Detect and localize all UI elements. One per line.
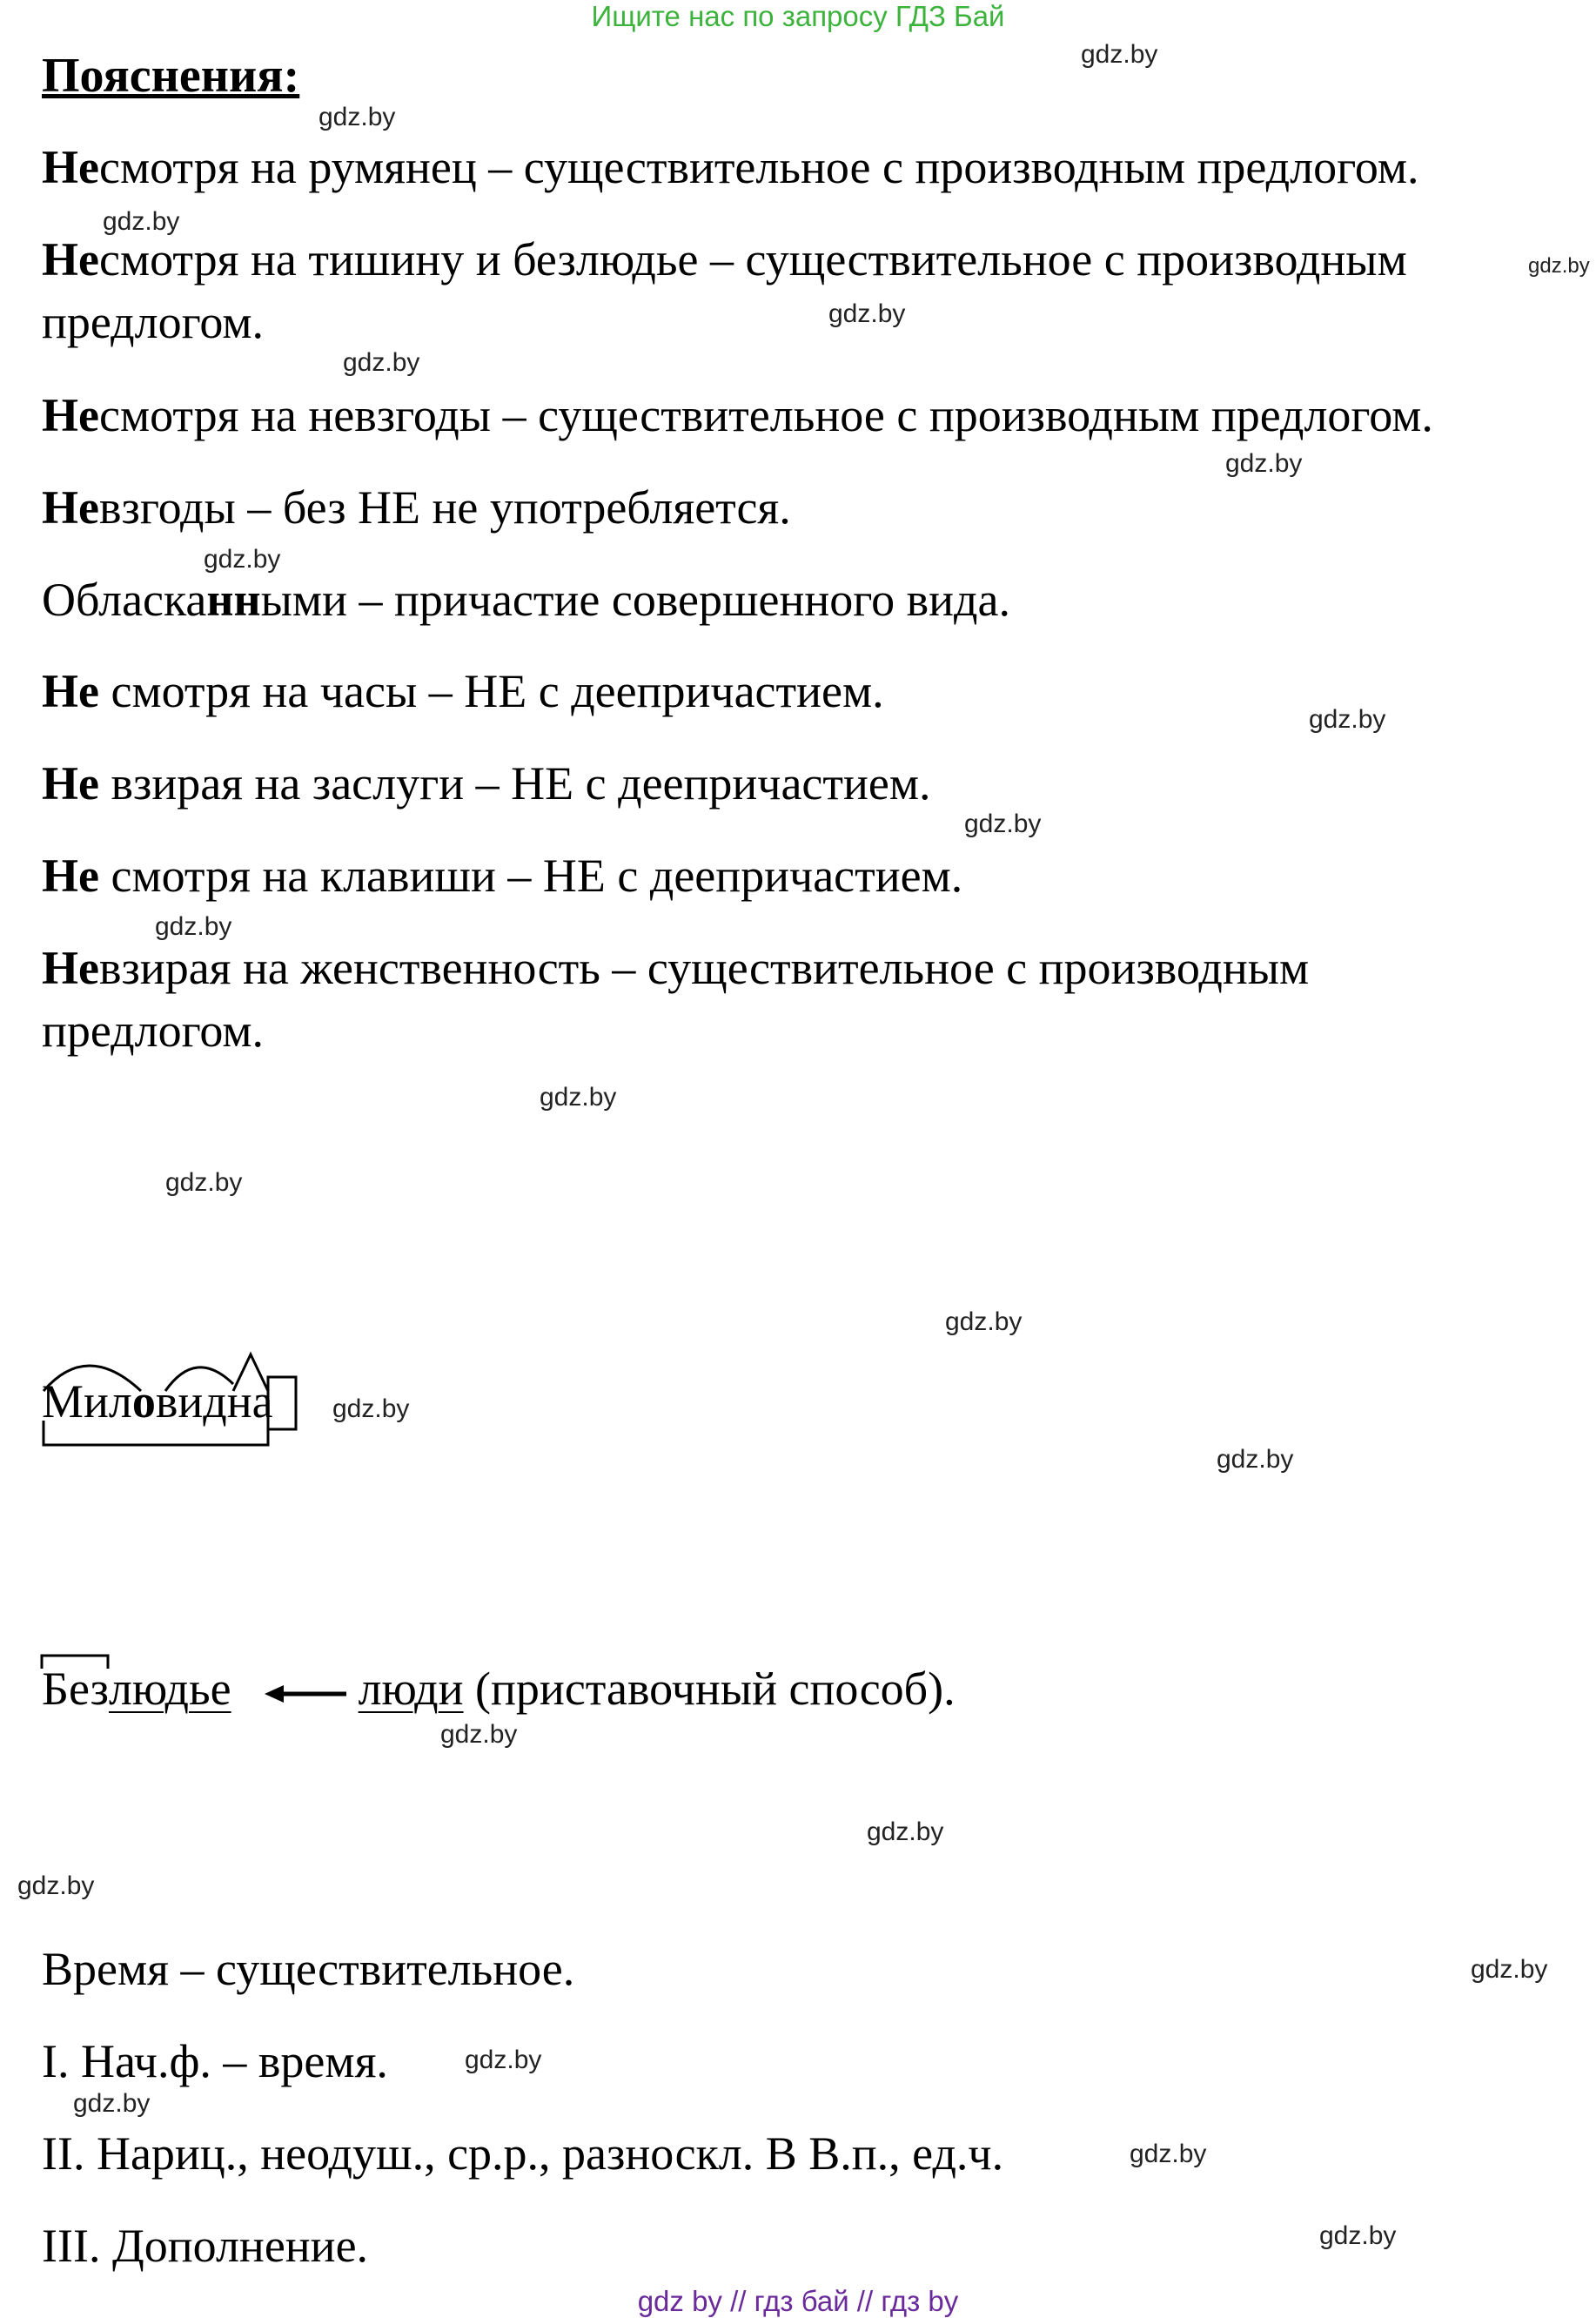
watermark: gdz.by — [155, 912, 232, 941]
watermark: gdz.by — [73, 2089, 151, 2118]
explanation-line-9-cont: предлогом. — [42, 1004, 265, 1057]
watermark: gdz.by — [165, 1168, 243, 1197]
watermark: gdz.by — [1528, 254, 1590, 278]
watermark: gdz.by — [964, 810, 1042, 838]
watermark: gdz.by — [1319, 2221, 1397, 2250]
derivation-line: Безлюдье люди (приставочный способ). — [42, 1663, 956, 1715]
explanation-line-6: Не смотря на часы – НЕ с деепричастием. — [42, 665, 884, 717]
watermark: gdz.by — [540, 1083, 617, 1112]
watermark: gdz.by — [945, 1307, 1023, 1336]
explanation-line-2-cont: предлогом. — [42, 296, 265, 348]
watermark: gdz.by — [1130, 2140, 1207, 2168]
analysis-line-1: Время – существительное. — [42, 1943, 575, 1995]
search-banner[interactable]: Ищите нас по запросу ГДЗ Бай — [591, 0, 1005, 32]
analysis-line-4: III. Дополнение. — [42, 2220, 369, 2272]
morpheme-word: Миловидна — [42, 1375, 273, 1428]
footer-links[interactable]: gdz by // гдз бай // гдз by — [637, 2285, 959, 2317]
analysis-line-2: I. Нач.ф. – время. — [42, 2035, 388, 2087]
explanation-line-4: Невзгоды – без НЕ не употребляется. — [42, 481, 791, 534]
explanation-line-3: Несмотря на невзгоды – существительное с производным предлогом. — [42, 389, 1433, 441]
watermark: gdz.by — [319, 103, 396, 131]
watermark: gdz.by — [867, 1817, 944, 1846]
watermark: gdz.by — [1081, 40, 1158, 69]
watermark: gdz.by — [204, 545, 281, 574]
analysis-line-3: II. Нариц., неодуш., ср.р., разноскл. В В.п., ед.ч. — [42, 2127, 1004, 2180]
explanation-line-9: Невзирая на женственность – существительное с производным — [42, 942, 1310, 994]
watermark: gdz.by — [465, 2046, 542, 2074]
heading: Пояснения: — [42, 49, 300, 103]
watermark: gdz.by — [103, 207, 180, 236]
watermark: gdz.by — [440, 1720, 518, 1749]
watermark: gdz.by — [332, 1394, 410, 1423]
explanation-line-2: Несмотря на тишину и безлюдье – существительное с производным — [42, 233, 1407, 286]
explanation-line-8: Не смотря на клавиши – НЕ с деепричастием. — [42, 850, 963, 902]
watermark: gdz.by — [343, 348, 420, 377]
watermark: gdz.by — [1309, 705, 1386, 734]
explanation-line-7: Не взирая на заслуги – НЕ с деепричастием. — [42, 757, 931, 810]
watermark: gdz.by — [828, 299, 906, 328]
explanation-line-1: Несмотря на румянец – существительное с производным предлогом. — [42, 141, 1419, 193]
watermark: gdz.by — [1225, 449, 1303, 478]
explanation-line-5: Обласканными – причастие совершенного вида. — [42, 574, 1010, 626]
watermark: gdz.by — [1217, 1445, 1294, 1474]
watermark: gdz.by — [17, 1871, 95, 1900]
watermark: gdz.by — [1471, 1955, 1548, 1984]
